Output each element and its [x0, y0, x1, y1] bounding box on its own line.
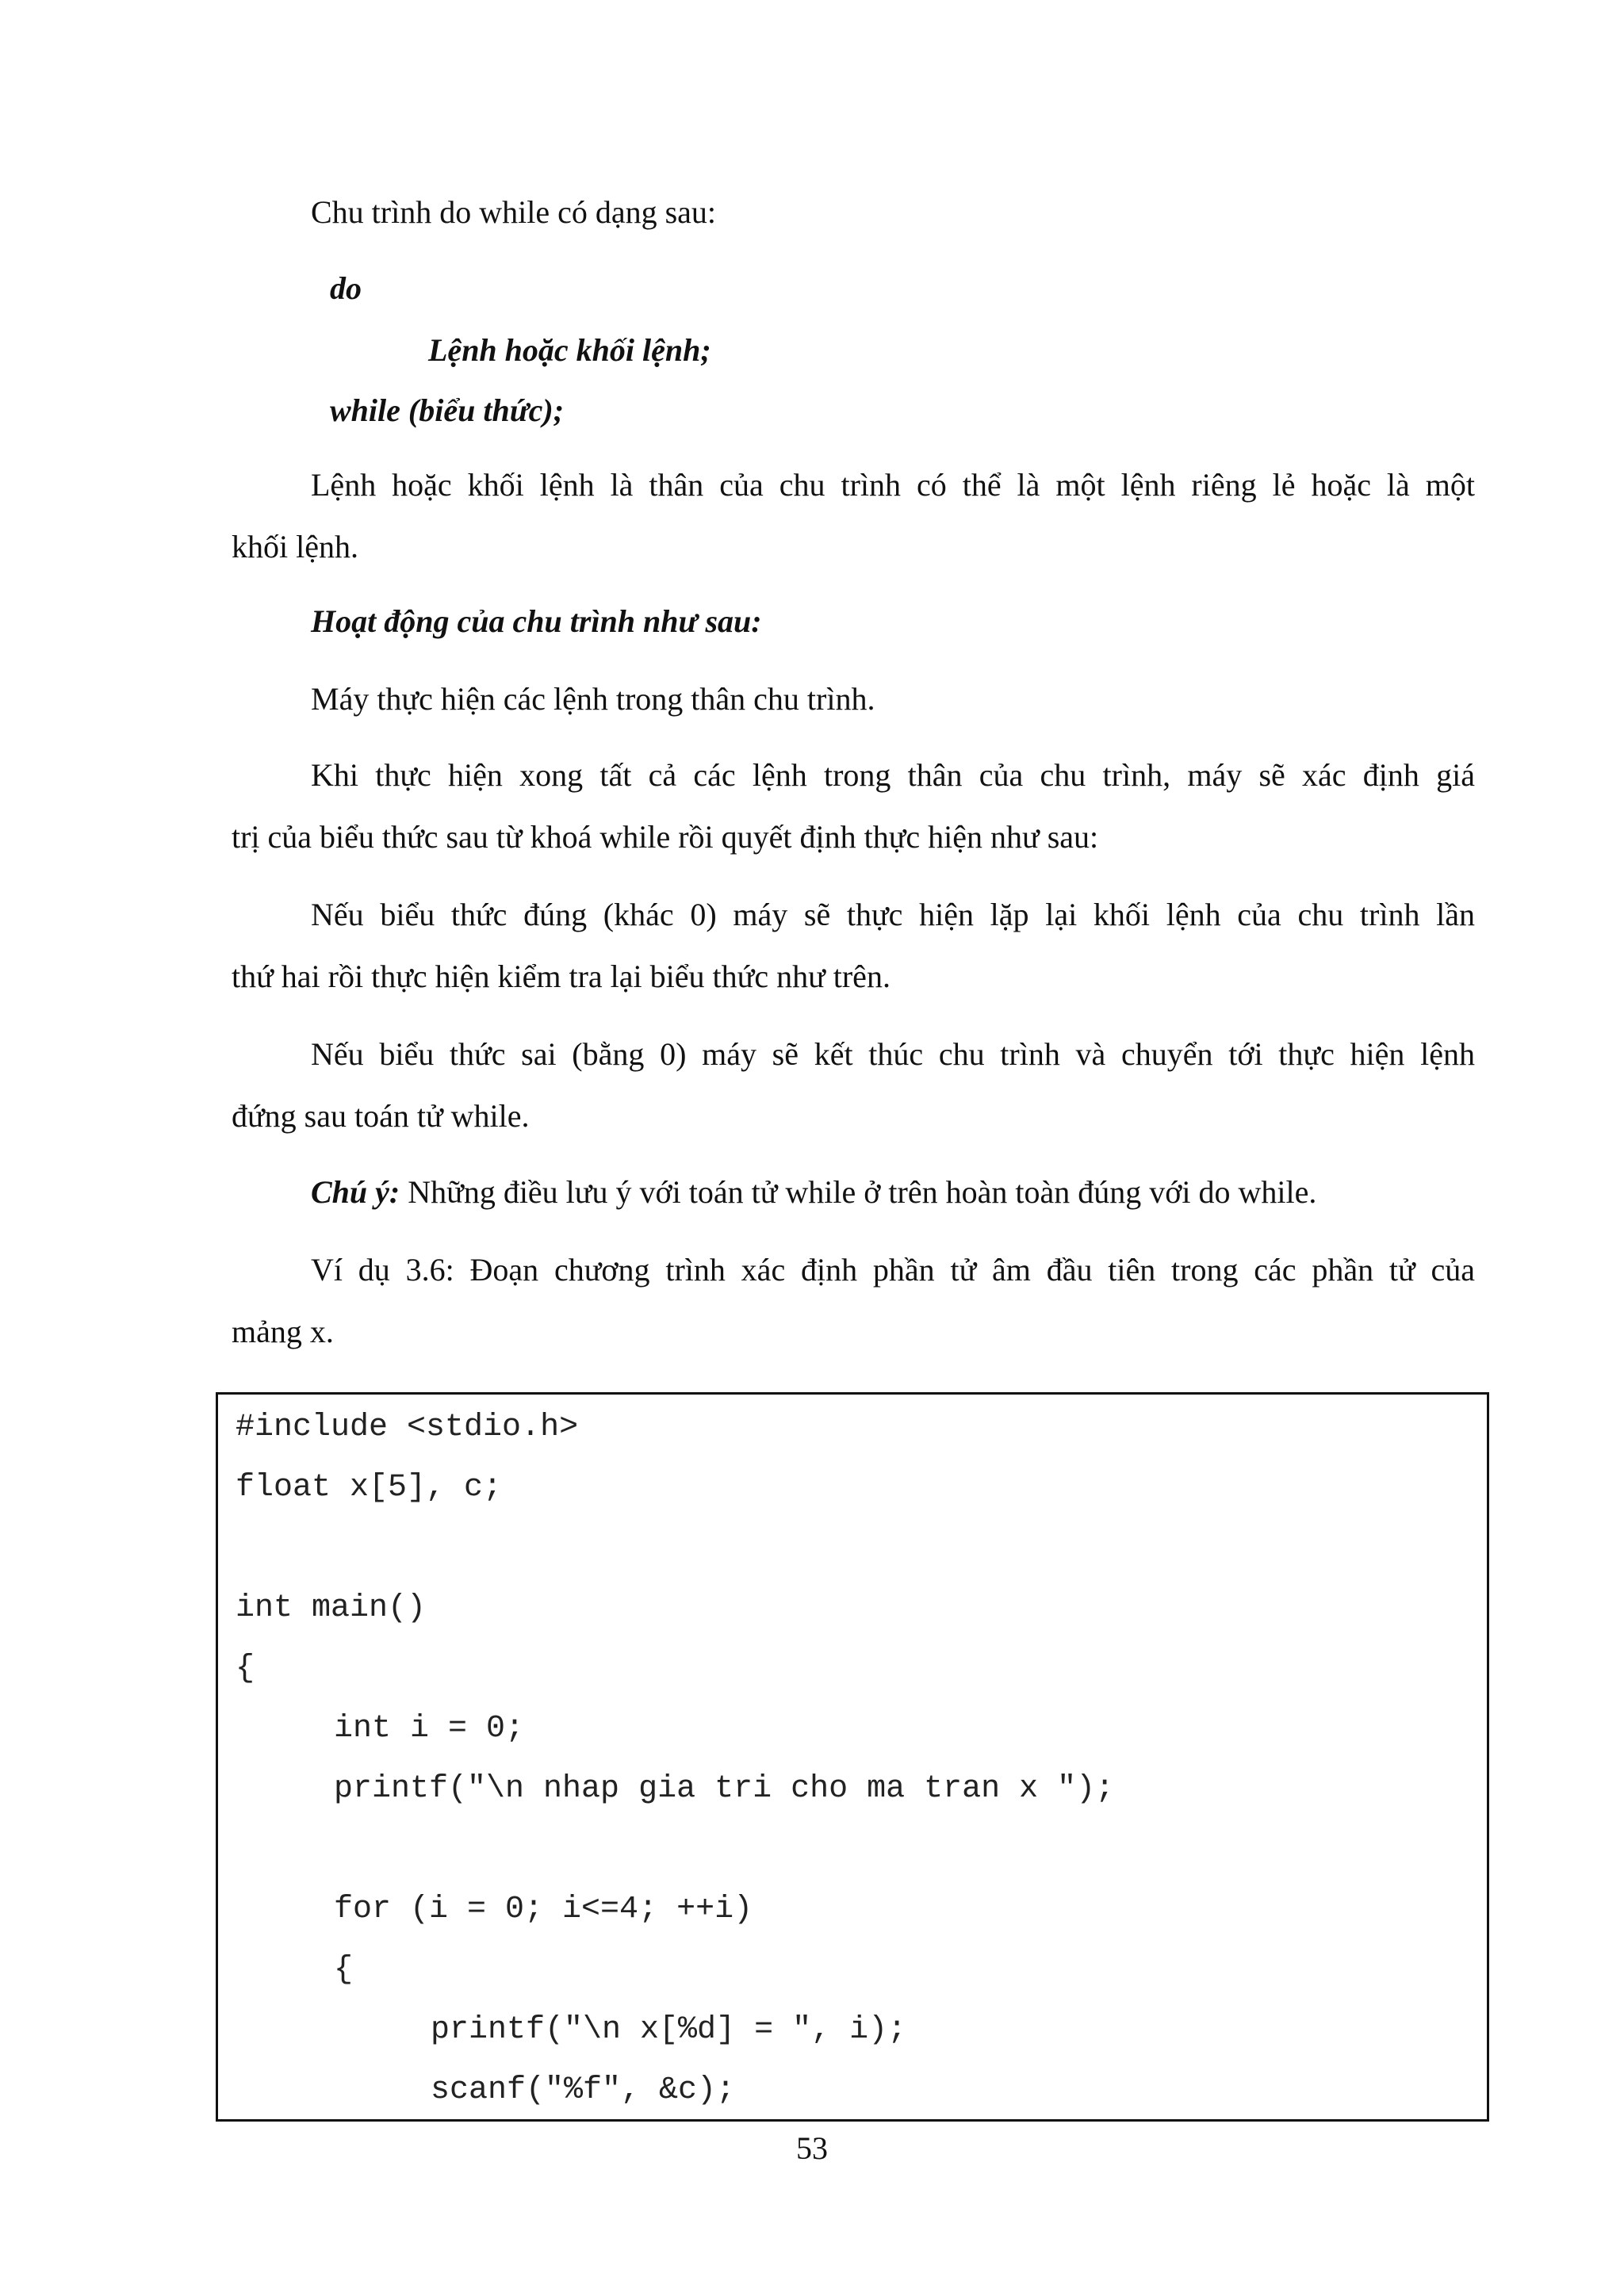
syntax-do: do [330, 270, 362, 306]
code-line: { [334, 1952, 354, 1988]
code-line: scanf("%f", &c); [431, 2072, 736, 2108]
example-line2: mảng x. [232, 1314, 334, 1349]
page-number: 53 [796, 2130, 828, 2166]
para3-line1: Khi thực hiện xong tất cả các lệnh trong thân của chu trình, máy sẽ xác định giá [311, 757, 1475, 793]
intro-text: Chu trình do while có dạng sau: [311, 194, 717, 230]
note-label: Chú ý: [311, 1174, 400, 1210]
syntax-while: while (biểu thức); [330, 392, 565, 428]
syntax-body: Lệnh hoặc khối lệnh; [428, 332, 711, 368]
para1-line2: khối lệnh. [232, 529, 358, 564]
note-text: Những điều lưu ý với toán tử while ở trên hoàn toàn đúng với do while. [408, 1174, 1317, 1210]
code-line: printf("\n x[%d] = ", i); [431, 2012, 907, 2048]
code-line: float x[5], c; [236, 1470, 503, 1506]
code-line: int main() [236, 1590, 427, 1626]
note-paragraph [311, 1174, 1317, 1210]
para4-line2: thứ hai rồi thực hiện kiểm tra lại biểu thức như trên. [232, 959, 891, 994]
code-block [216, 1392, 1489, 2122]
para5-line1: Nếu biểu thức sai (bằng 0) máy sẽ kết thúc chu trình và chuyển tới thực hiện lệnh [311, 1036, 1475, 1072]
code-line: #include <stdio.h> [236, 1410, 579, 1445]
para1-line1: Lệnh hoặc khối lệnh là thân của chu trình có thể là một lệnh riêng lẻ hoặc là một [311, 467, 1475, 503]
code-line: for (i = 0; i<=4; ++i) [334, 1892, 753, 1927]
para4-line1: Nếu biểu thức đúng (khác 0) máy sẽ thực hiện lặp lại khối lệnh của chu trình lần [311, 897, 1475, 932]
code-line: int i = 0; [334, 1711, 525, 1747]
para3-line2: trị của biểu thức sau từ khoá while rồi quyết định thực hiện như sau: [232, 819, 1099, 855]
para5-line2: đứng sau toán tử while. [232, 1098, 530, 1134]
heading-operation: Hoạt động của chu trình như sau: [311, 603, 762, 639]
code-line: printf("\n nhap gia tri cho ma tran x "); [334, 1771, 1115, 1807]
code-line: { [236, 1651, 255, 1686]
para2-text: Máy thực hiện các lệnh trong thân chu trình. [311, 681, 875, 717]
example-line1: Ví dụ 3.6: Đoạn chương trình xác định phần tử âm đầu tiên trong các phần tử của [311, 1252, 1475, 1288]
